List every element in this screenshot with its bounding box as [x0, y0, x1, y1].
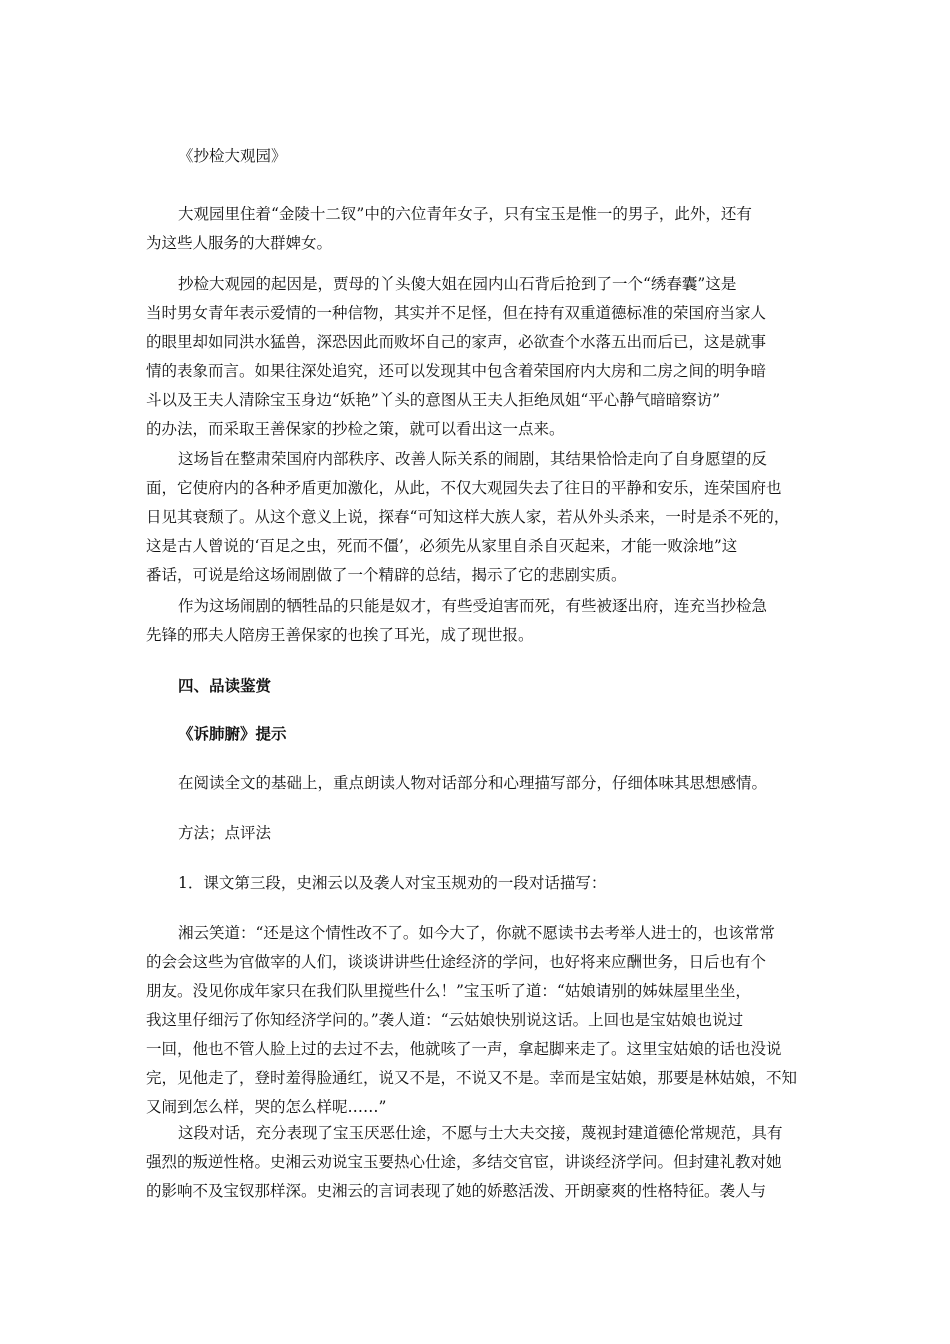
subheading: 《诉肺腑》提示: [178, 724, 287, 743]
method-text: 方法；点评法: [178, 824, 272, 842]
text-line: 这场旨在整肃荣国府内部秩序、改善人际关系的闹剧，其结果恰恰走向了自身愿望的反: [178, 450, 768, 468]
text-line: 为这些人服务的大群婢女。: [146, 234, 333, 252]
item-1-text: 1．课文第三段，史湘云以及袭人对宝玉规劝的一段对话描写：: [178, 874, 607, 892]
paragraph-1: [146, 200, 811, 258]
text-line: 大观园里住着“金陵十二钗”中的六位青年女子，只有宝玉是惟一的男子，此外，还有: [178, 205, 752, 223]
text-line: 我这里仔细污了你知经济学问的。”袭人道：“云姑娘快别说这话。上回也是宝姑娘也说过: [146, 1011, 744, 1029]
text-line: 的影响不及宝钗那样深。史湘云的言词表现了她的娇憨活泼、开朗豪爽的性格特征。袭人与: [146, 1182, 767, 1200]
text-line: 强烈的叛逆性格。史湘云劝说宝玉要热心仕途，多结交官宦，讲谈经济学问。但封建礼教对她: [146, 1153, 782, 1171]
text-line: 又闹到怎么样，哭的怎么样呢……”: [146, 1098, 387, 1116]
text-line: 一回，他也不管人脸上过的去过不去，他就咳了一声，拿起脚来走了。这里宝姑娘的话也没说: [146, 1040, 782, 1058]
text-line: 的办法，而采取王善保家的抄检之策，就可以看出这一点来。: [146, 420, 565, 438]
paragraph-4: [146, 592, 811, 650]
dialogue-paragraph: [146, 919, 811, 1122]
method-block: [146, 819, 811, 848]
text-line: 番话，可说是给这场闹剧做了一个精辟的总结，揭示了它的悲剧实质。: [146, 566, 627, 584]
document-title: 《抄检大观园》: [178, 147, 287, 165]
text-line: 抄检大观园的起因是，贾母的丫头傻大姐在园内山石背后抢到了一个“绣春囊”这是: [178, 275, 737, 293]
subheading-block: [146, 719, 811, 748]
text-line: 面，它使府内的各种矛盾更加激化，从此，不仅大观园失去了往日的平静和安乐，连荣国府也: [146, 479, 782, 497]
text-line: 湘云笑道：“还是这个情性改不了。如今大了，你就不愿读书去考举人进士的，也该常常: [178, 924, 775, 942]
commentary-paragraph: [146, 1119, 811, 1206]
text-line: 完，见他走了，登时羞得脸通红，说又不是，不说又不是。幸而是宝姑娘，那要是林姑娘，不知: [146, 1069, 798, 1087]
section-heading-block: [146, 671, 811, 700]
document-title-block: [146, 142, 811, 171]
text-line: 先锋的邢夫人陪房王善保家的也挨了耳光，成了现世报。: [146, 626, 534, 644]
section-heading: 四、品读鉴赏: [178, 676, 272, 695]
text-line: 的会会这些为官做宰的人们，谈谈讲讲些仕途经济的学问，也好将来应酬世务，日后也有个: [146, 953, 767, 971]
text-line: 斗以及王夫人清除宝玉身边“妖艳”丫头的意图从王夫人拒绝凤姐“平心静气暗暗察访”: [146, 391, 721, 409]
text-line: 朋友。没见你成年家只在我们队里搅些什么！”宝玉听了道：“姑娘请别的姊妹屋里坐坐，: [146, 982, 751, 1000]
text-line: 当时男女青年表示爱情的一种信物，其实并不足怪，但在持有双重道德标准的荣国府当家人: [146, 304, 767, 322]
text-line: 这段对话，充分表现了宝玉厌恶仕途，不愿与士大夫交接，蔑视封建道德伦常规范，具有: [178, 1124, 783, 1142]
text-line: 作为这场闹剧的牺牲品的只能是奴才，有些受迫害而死，有些被逐出府，连充当抄检急: [178, 597, 768, 615]
instruction-text: 在阅读全文的基础上，重点朗读人物对话部分和心理描写部分，仔细体味其思想感情。: [178, 774, 768, 792]
text-line: 这是古人曾说的‘百足之虫，死而不僵’，必须先从家里自杀自灭起来，才能一败涂地”这: [146, 537, 738, 555]
text-line: 日见其衰颓了。从这个意义上说，探春“可知这样大族人家，若从外头杀来，一时是杀不死的，: [146, 508, 790, 526]
paragraph-3: [146, 445, 811, 590]
text-line: 的眼里却如同洪水猛兽，深恐因此而败坏自己的家声，必欲查个水落五出而后已，这是就事: [146, 333, 767, 351]
paragraph-2: [146, 270, 811, 444]
instruction-block: [146, 769, 811, 798]
text-line: 情的表象而言。如果往深处追究，还可以发现其中包含着荣国府内大房和二房之间的明争暗: [146, 362, 767, 380]
item-1-block: [146, 869, 811, 898]
